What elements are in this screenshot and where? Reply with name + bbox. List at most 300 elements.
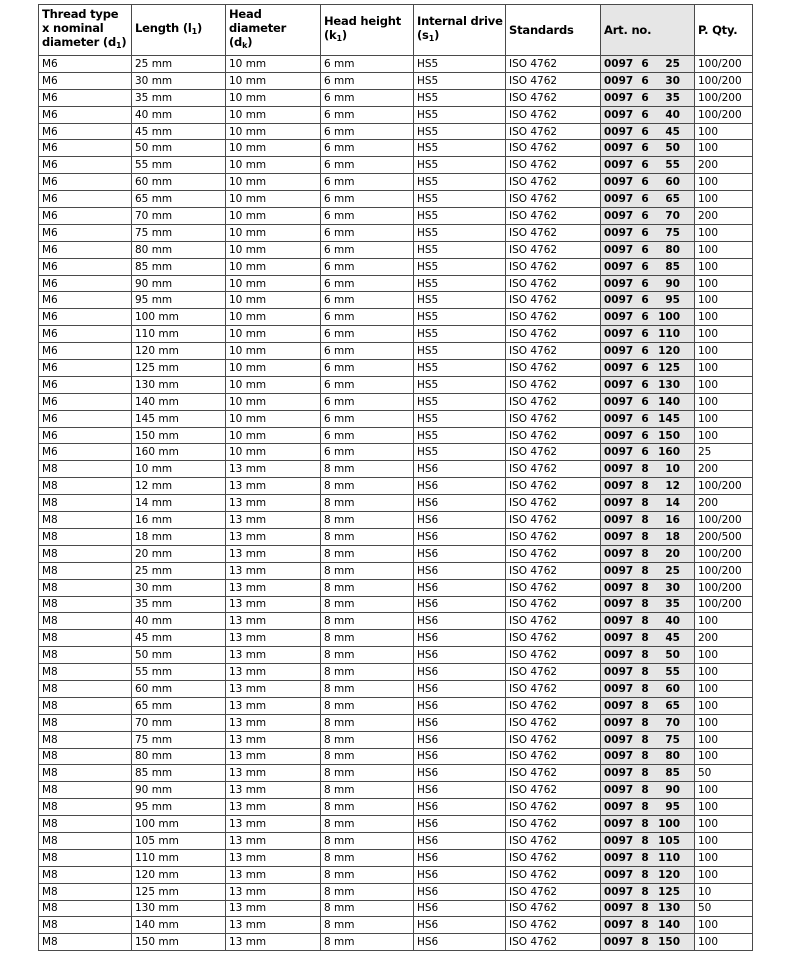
art-no-size: 8	[641, 530, 649, 543]
cell-standard: ISO 4762	[506, 697, 601, 714]
cell-head-height: 8 mm	[321, 461, 414, 478]
cell-head-height: 6 mm	[321, 292, 414, 309]
art-no-length: 100	[658, 818, 680, 831]
cell-internal-drive: HS6	[414, 731, 506, 748]
art-no-prefix: 0097	[604, 716, 634, 729]
cell-internal-drive: HS6	[414, 799, 506, 816]
cell-internal-drive: HS6	[414, 647, 506, 664]
art-no-prefix: 0097	[604, 378, 634, 391]
cell-p-qty: 200	[695, 208, 753, 225]
cell-head-diameter: 13 mm	[226, 816, 321, 833]
cell-thread: M6	[39, 376, 132, 393]
art-no-prefix: 0097	[604, 801, 634, 814]
art-no-prefix: 0097	[604, 834, 634, 847]
cell-art-no	[601, 224, 695, 241]
cell-thread: M8	[39, 512, 132, 529]
cell-standard: ISO 4762	[506, 309, 601, 326]
cell-standard: ISO 4762	[506, 545, 601, 562]
cell-standard: ISO 4762	[506, 275, 601, 292]
cell-head-height: 8 mm	[321, 799, 414, 816]
table-row	[39, 782, 753, 799]
cell-p-qty: 100	[695, 748, 753, 765]
cell-length: 140 mm	[132, 393, 226, 410]
table-row	[39, 512, 753, 529]
cell-thread: M8	[39, 495, 132, 512]
table-row	[39, 343, 753, 360]
cell-standard: ISO 4762	[506, 89, 601, 106]
art-no-length: 150	[658, 936, 680, 949]
cell-head-diameter: 10 mm	[226, 224, 321, 241]
cell-internal-drive: HS6	[414, 512, 506, 529]
cell-p-qty: 100	[695, 292, 753, 309]
table-row	[39, 326, 753, 343]
cell-thread: M8	[39, 630, 132, 647]
cell-head-height: 6 mm	[321, 309, 414, 326]
cell-standard: ISO 4762	[506, 410, 601, 427]
art-no-prefix: 0097	[604, 361, 634, 374]
cell-head-diameter: 10 mm	[226, 123, 321, 140]
cell-head-height: 8 mm	[321, 917, 414, 934]
cell-standard: ISO 4762	[506, 461, 601, 478]
cell-internal-drive: HS5	[414, 89, 506, 106]
cell-head-diameter: 13 mm	[226, 917, 321, 934]
cell-standard: ISO 4762	[506, 495, 601, 512]
cell-standard: ISO 4762	[506, 714, 601, 731]
cell-standard: ISO 4762	[506, 157, 601, 174]
table-row	[39, 478, 753, 495]
cell-head-diameter: 13 mm	[226, 512, 321, 529]
cell-head-height: 8 mm	[321, 613, 414, 630]
cell-art-no	[601, 832, 695, 849]
cell-standard: ISO 4762	[506, 664, 601, 681]
art-no-length: 12	[665, 480, 680, 493]
cell-thread: M6	[39, 89, 132, 106]
cell-art-no	[601, 360, 695, 377]
table-row	[39, 630, 753, 647]
cell-internal-drive: HS6	[414, 579, 506, 596]
cell-head-height: 6 mm	[321, 89, 414, 106]
art-no-length: 14	[665, 497, 680, 510]
cell-thread: M6	[39, 140, 132, 157]
table-row	[39, 832, 753, 849]
cell-internal-drive: HS6	[414, 917, 506, 934]
art-no-prefix: 0097	[604, 699, 634, 712]
cell-p-qty: 100/200	[695, 512, 753, 529]
cell-thread: M8	[39, 613, 132, 630]
cell-internal-drive: HS6	[414, 714, 506, 731]
cell-standard: ISO 4762	[506, 393, 601, 410]
cell-head-height: 8 mm	[321, 495, 414, 512]
cell-head-height: 8 mm	[321, 714, 414, 731]
art-no-size: 6	[641, 294, 649, 307]
cell-standard: ISO 4762	[506, 512, 601, 529]
table-row	[39, 697, 753, 714]
art-no-length: 110	[658, 851, 680, 864]
header-art-no: Art. no.	[601, 5, 695, 56]
cell-length: 110 mm	[132, 849, 226, 866]
table-row	[39, 106, 753, 123]
cell-head-height: 6 mm	[321, 140, 414, 157]
cell-internal-drive: HS5	[414, 360, 506, 377]
cell-length: 50 mm	[132, 140, 226, 157]
cell-length: 75 mm	[132, 224, 226, 241]
cell-length: 145 mm	[132, 410, 226, 427]
cell-head-diameter: 13 mm	[226, 731, 321, 748]
table-row	[39, 849, 753, 866]
cell-standard: ISO 4762	[506, 630, 601, 647]
art-no-length: 35	[665, 598, 680, 611]
cell-head-height: 8 mm	[321, 849, 414, 866]
cell-head-diameter: 10 mm	[226, 157, 321, 174]
cell-p-qty: 100/200	[695, 72, 753, 89]
art-no-length: 45	[665, 125, 680, 138]
art-no-prefix: 0097	[604, 125, 634, 138]
art-no-length: 110	[658, 328, 680, 341]
cell-standard: ISO 4762	[506, 191, 601, 208]
art-no-size: 8	[641, 699, 649, 712]
table-row	[39, 866, 753, 883]
table-row	[39, 174, 753, 191]
cell-head-diameter: 10 mm	[226, 208, 321, 225]
table-row	[39, 765, 753, 782]
cell-internal-drive: HS5	[414, 106, 506, 123]
art-no-length: 65	[665, 699, 680, 712]
cell-length: 110 mm	[132, 326, 226, 343]
cell-length: 90 mm	[132, 275, 226, 292]
table-row	[39, 89, 753, 106]
cell-standard: ISO 4762	[506, 917, 601, 934]
cell-thread: M8	[39, 596, 132, 613]
cell-length: 30 mm	[132, 72, 226, 89]
cell-standard: ISO 4762	[506, 647, 601, 664]
art-no-size: 8	[641, 818, 649, 831]
cell-standard: ISO 4762	[506, 72, 601, 89]
art-no-length: 18	[665, 530, 680, 543]
cell-art-no	[601, 748, 695, 765]
cell-p-qty: 100	[695, 258, 753, 275]
cell-p-qty: 100	[695, 174, 753, 191]
cell-thread: M6	[39, 241, 132, 258]
art-no-prefix: 0097	[604, 632, 634, 645]
art-no-size: 6	[641, 243, 649, 256]
art-no-size: 6	[641, 378, 649, 391]
cell-head-diameter: 10 mm	[226, 326, 321, 343]
art-no-length: 40	[665, 615, 680, 628]
cell-art-no	[601, 596, 695, 613]
cell-p-qty: 100	[695, 241, 753, 258]
cell-length: 20 mm	[132, 545, 226, 562]
art-no-size: 8	[641, 801, 649, 814]
art-no-length: 50	[665, 142, 680, 155]
cell-internal-drive: HS6	[414, 664, 506, 681]
cell-art-no	[601, 376, 695, 393]
cell-art-no	[601, 883, 695, 900]
cell-standard: ISO 4762	[506, 765, 601, 782]
cell-length: 12 mm	[132, 478, 226, 495]
cell-head-height: 6 mm	[321, 343, 414, 360]
cell-length: 95 mm	[132, 799, 226, 816]
cell-head-height: 6 mm	[321, 208, 414, 225]
table-row	[39, 900, 753, 917]
art-no-prefix: 0097	[604, 209, 634, 222]
cell-thread: M8	[39, 697, 132, 714]
cell-art-no	[601, 731, 695, 748]
cell-thread: M8	[39, 478, 132, 495]
cell-head-diameter: 10 mm	[226, 106, 321, 123]
cell-internal-drive: HS6	[414, 613, 506, 630]
art-no-prefix: 0097	[604, 108, 634, 121]
art-no-size: 6	[641, 345, 649, 358]
cell-internal-drive: HS5	[414, 275, 506, 292]
cell-thread: M6	[39, 157, 132, 174]
cell-head-diameter: 13 mm	[226, 528, 321, 545]
art-no-size: 8	[641, 463, 649, 476]
art-no-prefix: 0097	[604, 74, 634, 87]
table-row	[39, 72, 753, 89]
cell-p-qty: 100	[695, 613, 753, 630]
art-no-length: 150	[658, 429, 680, 442]
art-no-size: 6	[641, 429, 649, 442]
cell-length: 75 mm	[132, 731, 226, 748]
cell-head-diameter: 13 mm	[226, 765, 321, 782]
table-row	[39, 444, 753, 461]
cell-head-diameter: 13 mm	[226, 714, 321, 731]
cell-art-no	[601, 461, 695, 478]
table-row	[39, 360, 753, 377]
art-no-prefix: 0097	[604, 682, 634, 695]
cell-internal-drive: HS5	[414, 410, 506, 427]
art-no-size: 8	[641, 868, 649, 881]
cell-internal-drive: HS5	[414, 191, 506, 208]
cell-thread: M8	[39, 849, 132, 866]
art-no-prefix: 0097	[604, 429, 634, 442]
art-no-prefix: 0097	[604, 345, 634, 358]
table-row	[39, 613, 753, 630]
cell-thread: M6	[39, 106, 132, 123]
cell-art-no	[601, 309, 695, 326]
art-no-length: 50	[665, 649, 680, 662]
art-no-length: 90	[665, 784, 680, 797]
cell-head-height: 8 mm	[321, 478, 414, 495]
cell-head-height: 6 mm	[321, 393, 414, 410]
cell-internal-drive: HS6	[414, 866, 506, 883]
cell-standard: ISO 4762	[506, 731, 601, 748]
cell-internal-drive: HS5	[414, 326, 506, 343]
cell-head-height: 6 mm	[321, 191, 414, 208]
cell-p-qty: 100	[695, 714, 753, 731]
art-no-size: 8	[641, 885, 649, 898]
art-no-prefix: 0097	[604, 818, 634, 831]
cell-standard: ISO 4762	[506, 866, 601, 883]
cell-internal-drive: HS5	[414, 208, 506, 225]
art-no-length: 80	[665, 750, 680, 763]
cell-length: 140 mm	[132, 917, 226, 934]
cell-internal-drive: HS5	[414, 343, 506, 360]
art-no-prefix: 0097	[604, 767, 634, 780]
cell-head-diameter: 10 mm	[226, 89, 321, 106]
art-no-size: 6	[641, 142, 649, 155]
cell-length: 50 mm	[132, 647, 226, 664]
cell-thread: M8	[39, 562, 132, 579]
cell-thread: M8	[39, 545, 132, 562]
art-no-size: 8	[641, 936, 649, 949]
header-internal-drive: Internal drive $(s_1)$	[414, 5, 506, 56]
cell-standard: ISO 4762	[506, 258, 601, 275]
cell-head-diameter: 13 mm	[226, 461, 321, 478]
cell-thread: M8	[39, 647, 132, 664]
art-no-length: 105	[658, 834, 680, 847]
cell-head-diameter: 13 mm	[226, 545, 321, 562]
cell-length: 125 mm	[132, 883, 226, 900]
table-row	[39, 731, 753, 748]
cell-thread: M8	[39, 461, 132, 478]
cell-head-height: 6 mm	[321, 241, 414, 258]
cell-p-qty: 100/200	[695, 579, 753, 596]
cell-length: 150 mm	[132, 934, 226, 951]
cell-standard: ISO 4762	[506, 241, 601, 258]
cell-art-no	[601, 241, 695, 258]
cell-head-diameter: 10 mm	[226, 309, 321, 326]
art-no-length: 30	[665, 74, 680, 87]
cell-standard: ISO 4762	[506, 292, 601, 309]
cell-head-diameter: 10 mm	[226, 174, 321, 191]
cell-standard: ISO 4762	[506, 360, 601, 377]
table-row	[39, 140, 753, 157]
cell-internal-drive: HS6	[414, 680, 506, 697]
cell-head-diameter: 13 mm	[226, 832, 321, 849]
cell-art-no	[601, 106, 695, 123]
cell-art-no	[601, 292, 695, 309]
cell-p-qty: 100/200	[695, 478, 753, 495]
cell-internal-drive: HS6	[414, 545, 506, 562]
cell-length: 150 mm	[132, 427, 226, 444]
cell-art-no	[601, 140, 695, 157]
art-no-size: 6	[641, 446, 649, 459]
art-no-size: 8	[641, 581, 649, 594]
cell-internal-drive: HS6	[414, 782, 506, 799]
cell-length: 30 mm	[132, 579, 226, 596]
cell-thread: M8	[39, 900, 132, 917]
cell-p-qty: 100	[695, 866, 753, 883]
art-no-prefix: 0097	[604, 395, 634, 408]
art-no-size: 8	[641, 767, 649, 780]
art-no-prefix: 0097	[604, 311, 634, 324]
cell-p-qty: 50	[695, 765, 753, 782]
art-no-size: 6	[641, 277, 649, 290]
cell-p-qty: 100	[695, 410, 753, 427]
cell-thread: M6	[39, 224, 132, 241]
cell-p-qty: 25	[695, 444, 753, 461]
art-no-size: 8	[641, 733, 649, 746]
cell-art-no	[601, 56, 695, 73]
cell-standard: ISO 4762	[506, 444, 601, 461]
cell-thread: M6	[39, 360, 132, 377]
art-no-prefix: 0097	[604, 784, 634, 797]
cell-head-height: 6 mm	[321, 326, 414, 343]
art-no-prefix: 0097	[604, 243, 634, 256]
cell-p-qty: 200	[695, 157, 753, 174]
cell-art-no	[601, 478, 695, 495]
cell-head-height: 6 mm	[321, 56, 414, 73]
cell-art-no	[601, 495, 695, 512]
art-no-length: 25	[665, 57, 680, 70]
cell-length: 120 mm	[132, 866, 226, 883]
table-row	[39, 393, 753, 410]
art-no-length: 120	[658, 868, 680, 881]
art-no-length: 130	[658, 378, 680, 391]
cell-head-diameter: 13 mm	[226, 495, 321, 512]
cell-thread: M6	[39, 292, 132, 309]
cell-thread: M8	[39, 934, 132, 951]
art-no-length: 70	[665, 209, 680, 222]
cell-p-qty: 100/200	[695, 56, 753, 73]
table-row	[39, 258, 753, 275]
header-length: Length $(l_1)$	[132, 5, 226, 56]
table-row	[39, 545, 753, 562]
cell-standard: ISO 4762	[506, 123, 601, 140]
cell-length: 40 mm	[132, 613, 226, 630]
cell-standard: ISO 4762	[506, 208, 601, 225]
cell-thread: M6	[39, 427, 132, 444]
art-no-size: 8	[641, 851, 649, 864]
cell-art-no	[601, 410, 695, 427]
table-header-row	[39, 5, 753, 56]
art-no-length: 160	[658, 446, 680, 459]
art-no-prefix: 0097	[604, 328, 634, 341]
cell-head-diameter: 10 mm	[226, 241, 321, 258]
cell-head-diameter: 10 mm	[226, 360, 321, 377]
art-no-size: 6	[641, 193, 649, 206]
cell-p-qty: 100	[695, 393, 753, 410]
art-no-length: 60	[665, 682, 680, 695]
art-no-size: 6	[641, 209, 649, 222]
table-row	[39, 748, 753, 765]
art-no-length: 40	[665, 108, 680, 121]
cell-head-diameter: 13 mm	[226, 562, 321, 579]
table-row	[39, 647, 753, 664]
cell-internal-drive: HS5	[414, 393, 506, 410]
art-no-prefix: 0097	[604, 412, 634, 425]
cell-internal-drive: HS5	[414, 444, 506, 461]
cell-internal-drive: HS6	[414, 748, 506, 765]
art-no-prefix: 0097	[604, 666, 634, 678]
cell-art-no	[601, 917, 695, 934]
cell-p-qty: 100	[695, 275, 753, 292]
cell-internal-drive: HS6	[414, 849, 506, 866]
cell-length: 35 mm	[132, 89, 226, 106]
cell-length: 25 mm	[132, 562, 226, 579]
table-row	[39, 680, 753, 697]
cell-length: 125 mm	[132, 360, 226, 377]
cell-thread: M6	[39, 56, 132, 73]
cell-head-diameter: 13 mm	[226, 900, 321, 917]
cell-head-height: 8 mm	[321, 596, 414, 613]
cell-head-diameter: 13 mm	[226, 647, 321, 664]
cell-thread: M6	[39, 123, 132, 140]
art-no-prefix: 0097	[604, 463, 634, 476]
cell-art-no	[601, 630, 695, 647]
art-no-prefix: 0097	[604, 649, 634, 662]
cell-head-diameter: 13 mm	[226, 478, 321, 495]
cell-head-diameter: 10 mm	[226, 343, 321, 360]
cell-standard: ISO 4762	[506, 579, 601, 596]
cell-length: 130 mm	[132, 376, 226, 393]
cell-internal-drive: HS6	[414, 883, 506, 900]
cell-head-height: 6 mm	[321, 360, 414, 377]
cell-art-no	[601, 174, 695, 191]
art-no-size: 6	[641, 125, 649, 138]
art-no-prefix: 0097	[604, 176, 634, 189]
